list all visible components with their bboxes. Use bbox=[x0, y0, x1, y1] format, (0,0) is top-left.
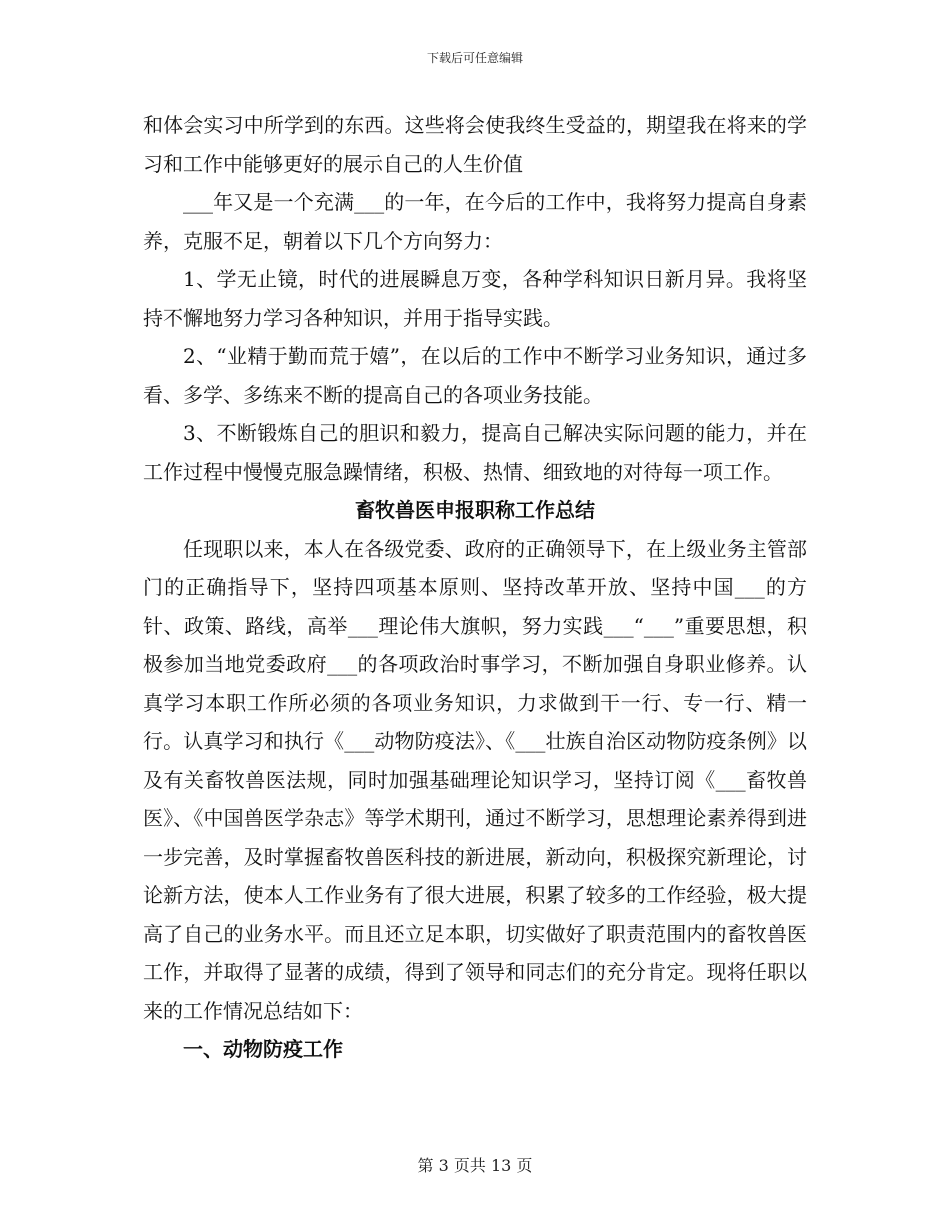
section-title: 畜牧兽医申报职称工作总结 bbox=[355, 498, 595, 522]
document-body bbox=[143, 106, 807, 1069]
page-header: 下载后可任意编辑 bbox=[426, 51, 523, 65]
page-number: 第 3 页共 13 页 bbox=[417, 1156, 533, 1175]
paragraph-continuation: 和体会实习中所学到的东西。这些将会使我终生受益的，期望我在将来的学习和工作中能够更好的展示自己的人生价值 bbox=[143, 113, 807, 176]
paragraph-item-2: 2、“业精于勤而荒于嬉”，在以后的工作中不断学习业务知识，通过多看、多学、多练来不断的提高自己的各项业务技能。 bbox=[143, 344, 807, 407]
paragraph-item-3: 3、不断锻炼自己的胆识和毅力，提高自己解决实际问题的能力，并在工作过程中慢慢克服急躁情绪，积极、热情、细致地的对待每一项工作。 bbox=[143, 421, 807, 484]
paragraph-item-1: 1、学无止镜，时代的进展瞬息万变，各种学科知识日新月异。我将坚持不懈地努力学习各种知识，并用于指导实践。 bbox=[143, 267, 807, 330]
subheading-animal-epidemic-prevention: 一、动物防疫工作 bbox=[183, 1037, 343, 1061]
paragraph-plan-intro: ___年又是一个充满___的一年，在今后的工作中，我将努力提高自身素养，克服不足，朝着以下几个方向努力： bbox=[143, 190, 807, 253]
paragraph-summary-body: 任现职以来，本人在各级党委、政府的正确领导下，在上级业务主管部门的正确指导下，坚持四项基本原则、坚持改革开放、坚持中国___的方针、政策、路线，高举___理论伟大旗帜，努力实践___“___”重要思想，积极参加当地党委政府___的各项政治时事学习，不断加强自身职业修养。认真学习本职工作所必须的各项业务知识，力求做到干一行、专一行、精一行。认真学习和执行《___动物防疫法》、《___壮族自治区动物防疫条例》以及有关畜牧兽医法规，同时加强基础理论知识学习，坚持订阅《___畜牧兽医》、《中国兽医学杂志》等学术期刊，通过不断学习，思想理论素养得到进一步完善，及时掌握畜牧兽医科技的新进展，新动向，积极探究新理论，讨论新方法，使本人工作业务有了很大进展，积累了较多的工作经验，极大提高了自己的业务水平。而且还立足本职，切实做好了职责范围内的畜牧兽医工作，并取得了显著的成绩，得到了领导和同志们的充分肯定。现将任职以来的工作情况总结如下： bbox=[143, 536, 807, 1023]
